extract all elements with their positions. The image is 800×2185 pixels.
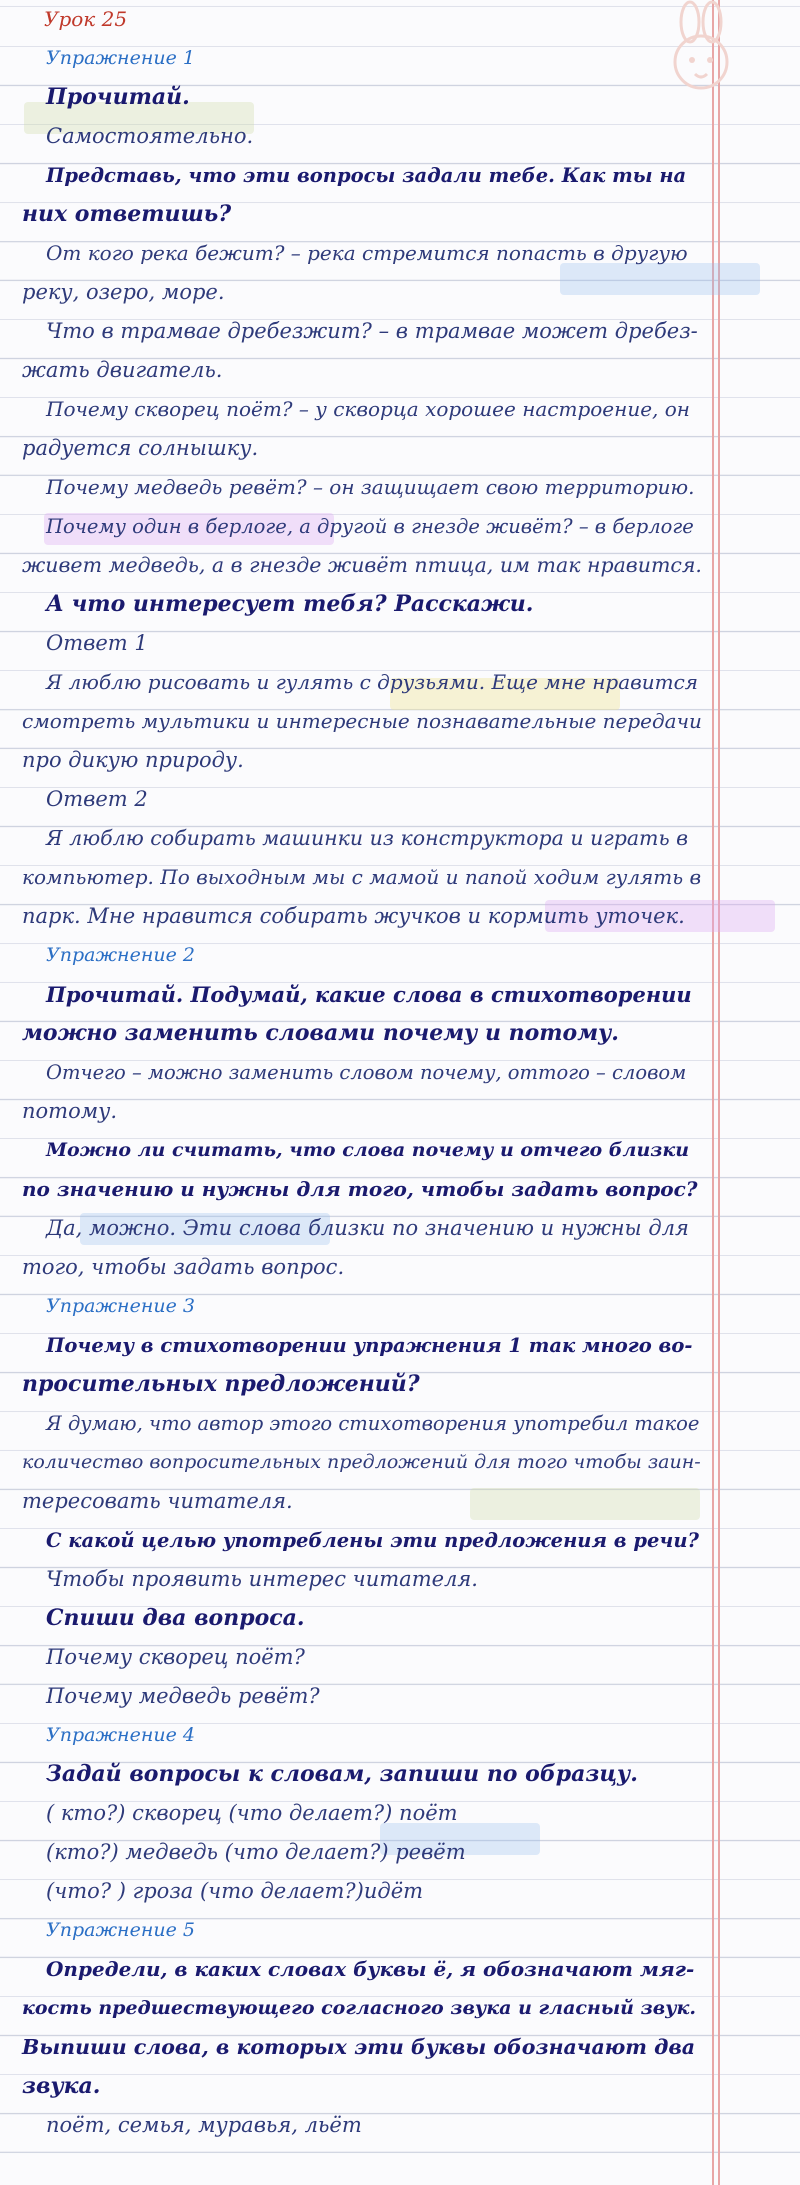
task-text: Спиши два вопроса. <box>46 1605 305 1631</box>
task-text: Почему в стихотворении упражнения 1 так много во- <box>46 1334 693 1357</box>
answer-text: (кто?) медведь (что делает?) ревёт <box>46 1840 466 1864</box>
answer-text: про дикую природу. <box>22 748 244 772</box>
answer-text: Почему медведь ревёт? <box>46 1684 320 1708</box>
answer-text: Почему медведь ревёт? – он защищает свою территорию. <box>46 475 695 499</box>
exercise-heading: Упражнение 2 <box>46 944 195 966</box>
answer-text: Ответ 1 <box>46 631 148 655</box>
answer-text: Самостоятельно. <box>46 124 254 148</box>
exercise-heading: Упражнение 5 <box>46 1919 195 1941</box>
margin-line <box>712 0 714 2185</box>
answer-text: (что? ) гроза (что делает?)идёт <box>46 1879 424 1903</box>
task-text: звука. <box>22 2073 101 2099</box>
answer-text: Чтобы проявить интерес читателя. <box>46 1567 478 1591</box>
task-text: Представь, что эти вопросы задали тебе. Как ты на <box>46 164 687 187</box>
answer-text: От кого река бежит? – река стремится попасть в другую <box>46 241 688 265</box>
exercise-heading: Упражнение 3 <box>46 1295 195 1317</box>
answer-text: жать двигатель. <box>22 358 223 382</box>
answer-text: ( кто?) скворец (что делает?) поёт <box>46 1801 458 1825</box>
answer-text: Я думаю, что автор этого стихотворения употребил такое <box>46 1412 700 1435</box>
answer-text: тересовать читателя. <box>22 1489 293 1513</box>
answer-text: Да, можно. Эти слова близки по значению и нужны для <box>46 1216 689 1240</box>
task-text: по значению и нужны для того, чтобы задать вопрос? <box>22 1177 698 1201</box>
answer-text: реку, озеро, море. <box>22 280 225 304</box>
answer-text: поёт, семья, муравья, льёт <box>46 2113 362 2137</box>
answer-text: Я люблю рисовать и гулять с друзьями. Еще мне нравится <box>46 670 699 694</box>
task-text: Прочитай. Подумай, какие слова в стихотворении <box>46 982 692 1007</box>
margin-line <box>718 0 720 2185</box>
answer-text: Я люблю собирать машинки из конструктора и играть в <box>46 826 689 850</box>
answer-text: Отчего – можно заменить словом почему, оттого – словом <box>46 1061 687 1084</box>
task-text: Можно ли считать, что слова почему и отчего близки <box>46 1139 690 1161</box>
task-text: Определи, в каких словах буквы ё, я обозначают мяг- <box>46 1957 695 1981</box>
task-text: Прочитай. <box>46 84 190 110</box>
task-text: С какой целью употреблены эти предложения в речи? <box>46 1529 699 1552</box>
task-text: просительных предложений? <box>22 1371 420 1397</box>
answer-text: парк. Мне нравится собирать жучков и кормить уточек. <box>22 904 685 928</box>
answer-text: Почему скворец поёт? <box>46 1645 305 1669</box>
answer-text: потому. <box>22 1099 117 1123</box>
answer-text: Ответ 2 <box>46 787 148 811</box>
answer-text: Почему скворец поёт? – у скворца хорошее настроение, он <box>46 397 690 421</box>
exercise-heading: Упражнение 4 <box>46 1724 195 1746</box>
answer-text: смотреть мультики и интересные познавательные передачи <box>22 709 702 733</box>
task-text: них ответишь? <box>22 201 232 227</box>
answer-text: Что в трамвае дребезжит? – в трамвае может дребез- <box>46 319 698 343</box>
task-text: можно заменить словами почему и потому. <box>22 1020 619 1046</box>
task-text: А что интересует тебя? Расскажи. <box>46 591 534 617</box>
answer-text: количество вопросительных предложений для того чтобы заин- <box>22 1451 701 1473</box>
task-text: Выпиши слова, в которых эти буквы обозначают два <box>22 2035 696 2059</box>
answer-text: компьютер. По выходным мы с мамой и папой ходим гулять в <box>22 865 702 889</box>
lesson-title: Урок 25 <box>44 7 128 31</box>
task-text: кость предшествующего согласного звука и гласный звук. <box>22 1997 697 2019</box>
exercise-heading: Упражнение 1 <box>46 47 195 69</box>
answer-text: живет медведь, а в гнезде живёт птица, им так нравится. <box>22 553 702 577</box>
answer-text: того, чтобы задать вопрос. <box>22 1255 345 1279</box>
notebook-content <box>22 0 702 2145</box>
answer-text: радуется солнышку. <box>22 436 259 460</box>
task-text: Задай вопросы к словам, запиши по образцу. <box>46 1761 638 1787</box>
answer-text: Почему один в берлоге, а другой в гнезде живёт? – в берлоге <box>46 515 694 538</box>
